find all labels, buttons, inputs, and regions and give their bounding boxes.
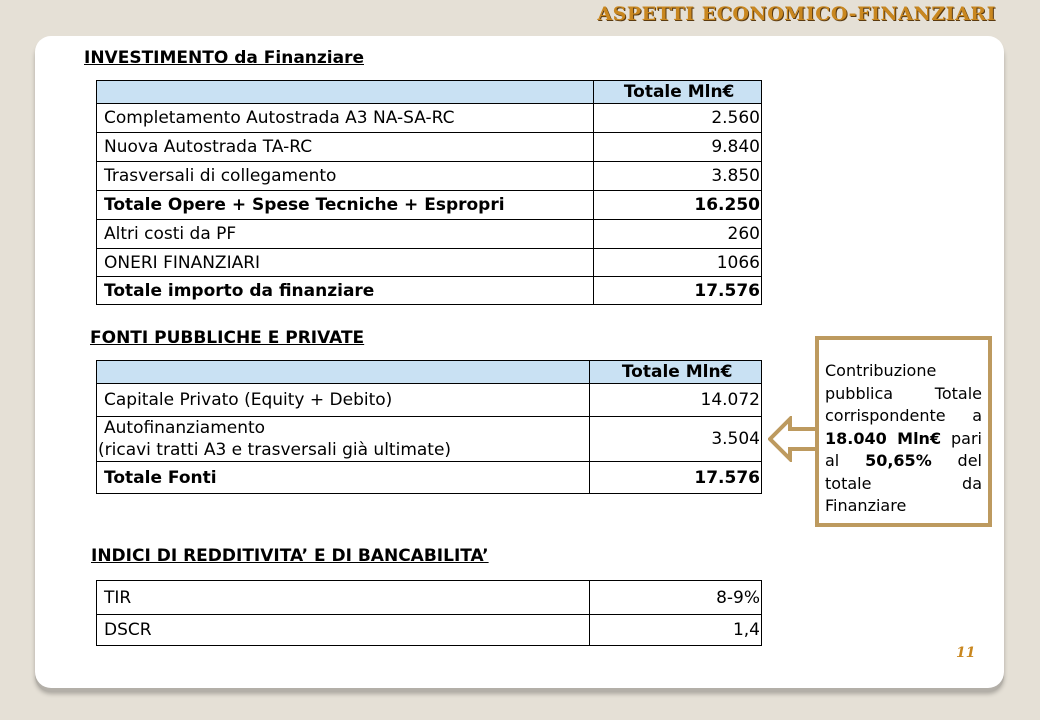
row-value: 17.576 bbox=[590, 462, 762, 494]
row-label: Completamento Autostrada A3 NA-SA-RC bbox=[97, 104, 594, 133]
row-label: Totale Opere + Spese Tecniche + Espropri bbox=[97, 191, 594, 220]
callout-text-2: pari al bbox=[825, 428, 982, 470]
table-header-row bbox=[97, 361, 762, 384]
page-number: 11 bbox=[956, 645, 976, 661]
row-label: Autofinanziamento bbox=[104, 418, 266, 438]
table-row-total bbox=[97, 462, 762, 494]
row-label: Totale importo da finanziare bbox=[97, 277, 594, 305]
row-label: Capitale Privato (Equity + Debito) bbox=[97, 384, 590, 417]
callout-box bbox=[815, 336, 992, 527]
row-value: 2.560 bbox=[594, 104, 762, 133]
row-value: 8-9% bbox=[590, 581, 762, 615]
callout-text-1: Contribuzione pubblica Totale corrispondente a bbox=[825, 361, 982, 425]
row-value: 14.072 bbox=[590, 384, 762, 417]
table-row-total bbox=[97, 277, 762, 305]
table-row bbox=[97, 615, 762, 646]
table-row bbox=[97, 581, 762, 615]
row-label-multiline bbox=[97, 417, 590, 462]
table-row bbox=[97, 249, 762, 277]
row-label: Nuova Autostrada TA-RC bbox=[97, 133, 594, 162]
table-header-row bbox=[97, 81, 762, 104]
row-value: 3.504 bbox=[590, 417, 762, 462]
row-value: 3.850 bbox=[594, 162, 762, 191]
table-header-blank bbox=[97, 81, 594, 104]
table-row bbox=[97, 417, 762, 462]
row-label: Altri costi da PF bbox=[97, 220, 594, 249]
row-label: Totale Fonti bbox=[97, 462, 590, 494]
table-row bbox=[97, 104, 762, 133]
row-value: 17.576 bbox=[594, 277, 762, 305]
table-row bbox=[97, 384, 762, 417]
row-label: TIR bbox=[97, 581, 590, 615]
row-value: 1,4 bbox=[590, 615, 762, 646]
fonti-table bbox=[96, 360, 762, 494]
row-value: 1066 bbox=[594, 249, 762, 277]
row-value: 9.840 bbox=[594, 133, 762, 162]
table-row bbox=[97, 133, 762, 162]
row-value: 16.250 bbox=[594, 191, 762, 220]
callout-text-3: del totale da Finanziare bbox=[825, 451, 982, 515]
callout-percent: 50,65% bbox=[865, 451, 932, 470]
table-header-blank bbox=[97, 361, 590, 384]
fonti-title: FONTI PUBBLICHE E PRIVATE bbox=[90, 328, 365, 348]
slide-title: ASPETTI ECONOMICO-FINANZIARI bbox=[597, 3, 996, 25]
table-row bbox=[97, 162, 762, 191]
table-row bbox=[97, 220, 762, 249]
table-header-total: Totale Mln€ bbox=[590, 361, 762, 384]
row-label: Trasversali di collegamento bbox=[97, 162, 594, 191]
row-label: DSCR bbox=[97, 615, 590, 646]
indici-table bbox=[96, 580, 762, 646]
investimento-table bbox=[96, 80, 762, 305]
indici-title: INDICI DI REDDITIVITA’ E DI BANCABILITA’ bbox=[91, 546, 489, 566]
row-sublabel: (ricavi tratti A3 e trasversali già ultimate) bbox=[98, 440, 452, 460]
left-arrow-icon bbox=[768, 416, 822, 462]
table-header-total: Totale Mln€ bbox=[594, 81, 762, 104]
row-value: 260 bbox=[594, 220, 762, 249]
callout-text bbox=[825, 360, 982, 518]
table-row-subtotal bbox=[97, 191, 762, 220]
investimento-title: INVESTIMENTO da Finanziare bbox=[84, 48, 364, 68]
callout-amount: 18.040 Mln€ bbox=[825, 428, 942, 448]
row-label: ONERI FINANZIARI bbox=[97, 249, 594, 277]
